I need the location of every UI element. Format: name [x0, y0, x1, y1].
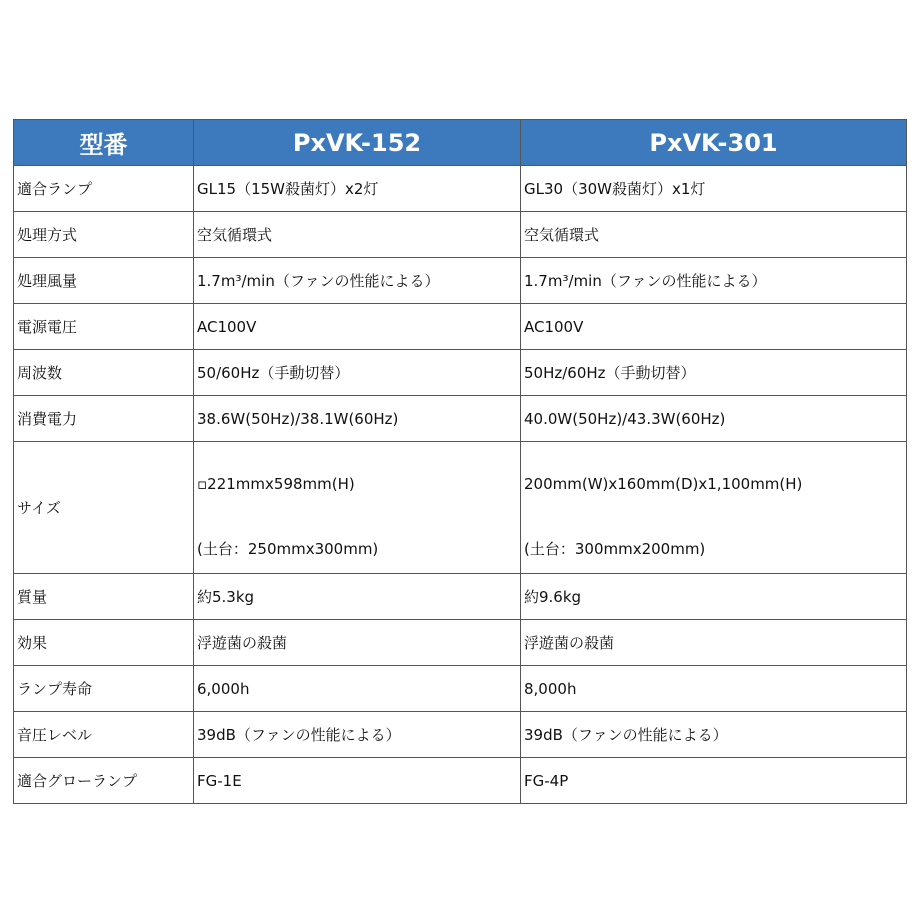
- row-value-b: 浮遊菌の殺菌: [521, 620, 907, 666]
- size-b-dimensions: 200mm(W)x160mm(D)x1,100mm(H): [524, 475, 803, 493]
- table-row: [14, 166, 907, 212]
- row-label: サイズ: [14, 442, 194, 574]
- table-row: [14, 258, 907, 304]
- table-row: [14, 396, 907, 442]
- spec-table: [13, 119, 907, 804]
- row-label: ランプ寿命: [14, 666, 194, 712]
- row-label: 処理風量: [14, 258, 194, 304]
- row-value-a: 50/60Hz（手動切替）: [194, 350, 521, 396]
- header-model-b-cell: PxVK-301: [521, 120, 907, 166]
- table-row: [14, 620, 907, 666]
- row-label: 適合ランプ: [14, 166, 194, 212]
- row-value-a: 6,000h: [194, 666, 521, 712]
- row-value-b: 約9.6kg: [521, 574, 907, 620]
- size-a-dimensions: ▫221mmx598mm(H): [197, 475, 355, 493]
- row-label: 電源電圧: [14, 304, 194, 350]
- row-value-b: 39dB（ファンの性能による）: [521, 712, 907, 758]
- row-value-b: 50Hz/60Hz（手動切替）: [521, 350, 907, 396]
- header-model-a-cell: PxVK-152: [194, 120, 521, 166]
- table-row-size: [14, 442, 907, 574]
- table-row: [14, 574, 907, 620]
- header-row: [14, 120, 907, 166]
- row-value-b: 40.0W(50Hz)/43.3W(60Hz): [521, 396, 907, 442]
- row-value-b: FG-4P: [521, 758, 907, 804]
- size-b-base: (土台：300mmx200mm): [524, 540, 706, 558]
- table-row: [14, 350, 907, 396]
- row-value-a: 38.6W(50Hz)/38.1W(60Hz): [194, 396, 521, 442]
- row-label: 周波数: [14, 350, 194, 396]
- row-label: 音圧レベル: [14, 712, 194, 758]
- row-label: 質量: [14, 574, 194, 620]
- table-row: [14, 304, 907, 350]
- row-value-a: 約5.3kg: [194, 574, 521, 620]
- row-value-a: 39dB（ファンの性能による）: [194, 712, 521, 758]
- row-label: 適合グローランプ: [14, 758, 194, 804]
- row-value-b: 8,000h: [521, 666, 907, 712]
- size-a-base: (土台：250mmx300mm): [197, 540, 379, 558]
- row-value-a: GL15（15W殺菌灯）x2灯: [194, 166, 521, 212]
- row-value-b: AC100V: [521, 304, 907, 350]
- row-label: 消費電力: [14, 396, 194, 442]
- row-value-a: AC100V: [194, 304, 521, 350]
- row-value-a: [194, 442, 521, 574]
- table-row: [14, 666, 907, 712]
- row-value-b: 空気循環式: [521, 212, 907, 258]
- row-value-b: GL30（30W殺菌灯）x1灯: [521, 166, 907, 212]
- row-value-a: 1.7m³/min（ファンの性能による）: [194, 258, 521, 304]
- row-value-a: 浮遊菌の殺菌: [194, 620, 521, 666]
- table-row: [14, 212, 907, 258]
- row-value-b: 1.7m³/min（ファンの性能による）: [521, 258, 907, 304]
- row-value-b: [521, 442, 907, 574]
- header-label-cell: 型番: [14, 120, 194, 166]
- row-label: 処理方式: [14, 212, 194, 258]
- table-row: [14, 712, 907, 758]
- row-value-a: FG-1E: [194, 758, 521, 804]
- row-label: 効果: [14, 620, 194, 666]
- row-value-a: 空気循環式: [194, 212, 521, 258]
- table-row: [14, 758, 907, 804]
